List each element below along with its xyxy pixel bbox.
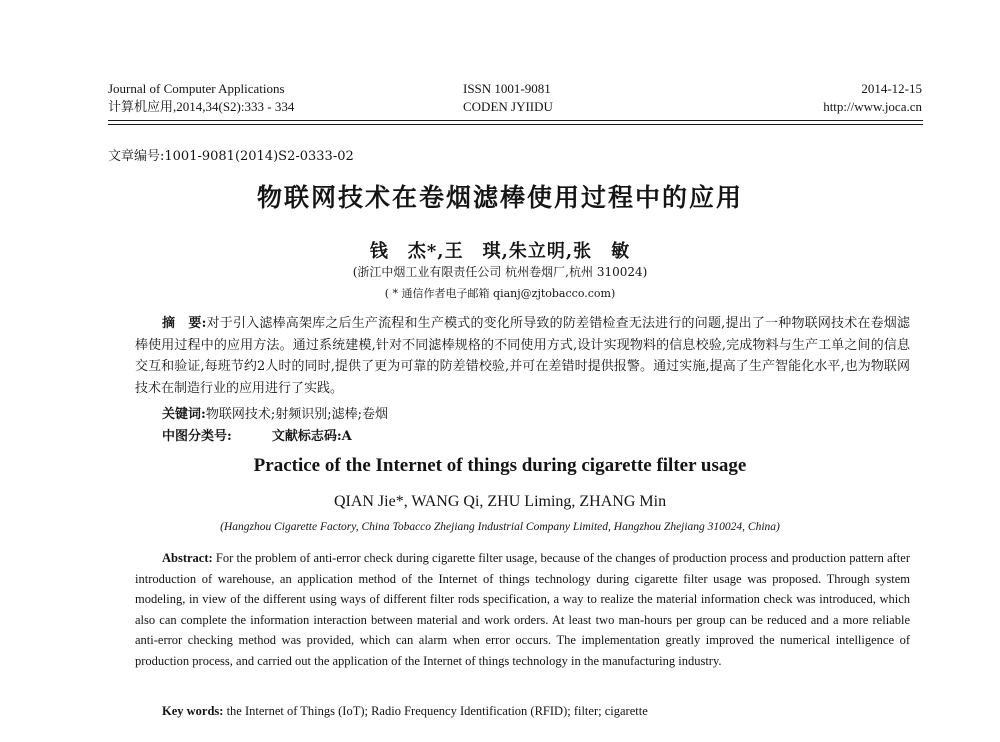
classification	[162, 425, 352, 444]
authors-cn: 钱 杰*,王 琪,朱立明,张 敏	[369, 241, 631, 262]
keywords-cn-label: 关键词:	[162, 407, 206, 422]
abstract-en	[135, 548, 910, 672]
issn: ISSN 1001-9081	[463, 81, 551, 96]
journal-info	[108, 80, 294, 116]
abstract-en-text: For the problem of anti-error check during cigarette filter usage, because of the changes of production process and production pattern after introduction of warehouse, an application method of the Internet of things technology during cigarette filter usage was proposed. Through system modeling, in view of the different using ways of different filter rods specification, a way to realize the material information check was introduced, which also can complete the information interaction between material and work orders. At least two man-hours per group can be reduced and a more reliable anti-error checking method was provided, which can alarm when error occurs. The implementation greatly improved the numerical intelligence of production process, and carried out the application of the Internet of things technology in the manufacturing industry.	[135, 551, 910, 668]
document-code: 文献标志码:A	[271, 429, 352, 444]
corresponding-email: ( * 通信作者电子邮箱 qianj@zjtobacco.com)	[384, 287, 616, 300]
class-number-label: 中图分类号:	[162, 429, 232, 444]
keywords-cn	[162, 403, 388, 422]
header-rule-thick	[108, 120, 923, 121]
affiliation-en: (Hangzhou Cigarette Factory, China Tobacco Zhejiang Industrial Company Limited, Hangzhou Zhejiang 310024, China)	[220, 521, 780, 533]
abstract-cn-label: 摘 要:	[162, 316, 207, 331]
coden: CODEN JYIIDU	[463, 99, 553, 114]
title-cn: 物联网技术在卷烟滤棒使用过程中的应用	[256, 183, 743, 212]
abstract-cn	[135, 313, 910, 399]
journal-url: http://www.joca.cn	[823, 99, 922, 114]
authors-en: QIAN Jie*, WANG Qi, ZHU Liming, ZHANG Min	[333, 493, 667, 510]
journal-name-en: Journal of Computer Applications	[108, 81, 285, 96]
keywords-en-label: Key words:	[162, 704, 224, 718]
article-number: 文章编号:1001-9081(2014)S2-0333-02	[108, 149, 354, 164]
header-rule-thin	[108, 124, 923, 125]
affiliation-cn: (浙江中烟工业有限责任公司 杭州卷烟厂,杭州 310024)	[352, 265, 648, 279]
journal-name-cn: 计算机应用,2014,34(S2):333 - 334	[108, 99, 295, 114]
journal-codes	[463, 80, 553, 116]
journal-date-url	[823, 80, 922, 116]
publish-date: 2014-12-15	[861, 81, 922, 96]
abstract-en-label: Abstract:	[162, 551, 213, 565]
abstract-cn-text: 对于引入滤棒高架库之后生产流程和生产模式的变化所导致的防差错检查无法进行的问题,提出了一种物联网技术在卷烟滤棒使用过程中的应用方法。通过系统建模,针对不同滤棒规格的不同使用方式,设计实现物料的信息校验,完成物料与生产工单之间的信息交互和验证,每班节约2人时的同时,提供了更为可靠的防差错校验,并可在差错时提供报警。通过实施,提高了生产智能化水平,也为物联网技术在制造行业的应用进行了实践。	[135, 316, 910, 396]
keywords-en	[162, 704, 648, 719]
title-en: Practice of the Internet of things during cigarette filter usage	[253, 455, 747, 476]
keywords-cn-text: 物联网技术;射频识别;滤棒;卷烟	[205, 407, 388, 422]
keywords-en-text: the Internet of Things (IoT); Radio Frequency Identification (RFID); filter; cigarette	[226, 704, 648, 718]
